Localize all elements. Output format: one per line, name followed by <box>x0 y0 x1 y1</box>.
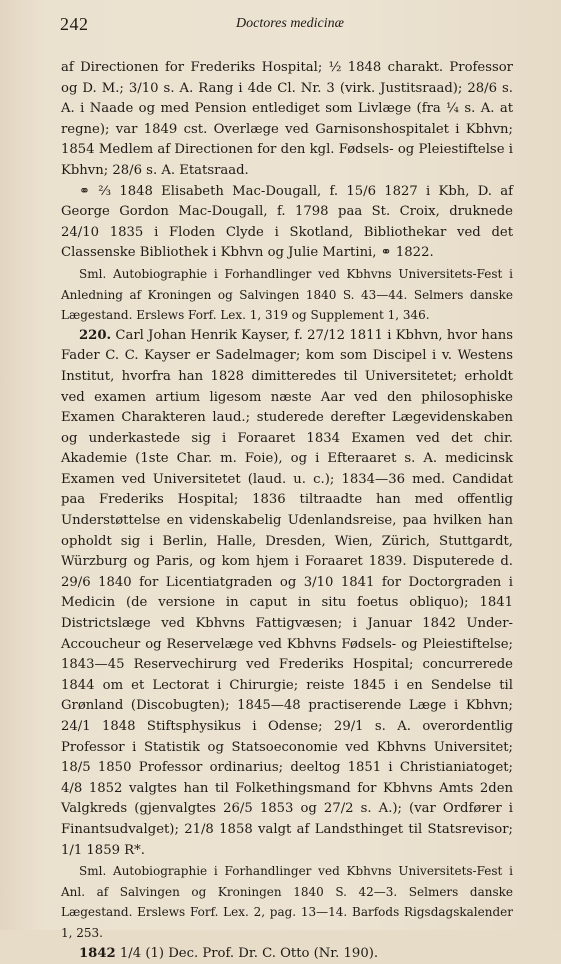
death-line <box>61 944 513 964</box>
bibliography-note-2: Sml. Autobiographie i Forhandlinger ved Kbhvns Universitets-Fest i Anl. af Salvingen og Kroningen 1840 S. 42—3. Selmers danske Lægestand. Erslews Forf. Lex. 2, pag. 13—14. Barfods Rigsdagskalender 1, 253. <box>61 864 513 940</box>
running-head: Doctores medicinæ <box>236 16 344 31</box>
entry-number: 220. <box>79 327 112 343</box>
bibliography-note: Sml. Autobiographie i Forhandlinger ved Kbhvns Universitets-Fest i Anledning af Kroningen og Salvingen 1840 S. 43—44. Selmers danske Lægestand. Erslews Forf. Lex. 1, 319 og Supplement 1, 346. <box>61 266 513 323</box>
death-text: 1/4 (1) Dec. Prof. Dr. C. Otto (Nr. 190). <box>119 945 379 961</box>
page-header <box>60 14 520 40</box>
death-year: 1842 <box>79 945 116 961</box>
entry-220 <box>61 326 513 861</box>
body-text <box>61 58 513 964</box>
entry-text: Carl Johan Henrik Kayser, f. 27/12 1811 i Kbhvn, hvor hans Fader C. C. Kayser er Sadelmager; kom som Discipel i v. Westens Institut, hvorfra han 1828 dimitteredes til Universitetet; erholdt ved examen artium ligesom næste Aar ved den philosophiske Examen Charakteren laud.; studerede derefter Lægevidenskaben og underkastede sig i Foraaret 1834 Examen ved det chir. Akademie (1ste Char. m. Foie), og i Efteraaret s. A. medicinsk Examen ved Universitetet (laud. u. c.); 1834—36 med. Candidat paa Frederiks Hospital; 1836 tiltraadte han med offentlig Understøttelse en videnskabelig Udenlandsreise, paa hvilken han opholdt sig i Berlin, Halle, Dresden, Wien, Zürich, Stuttgardt, Würzburg og Paris, og kom hjem i Foraaret 1839. Disputerede d. 29/6 1840 for Licentiatgraden og 3/10 1841 for Doctorgraden i Medicin (de versione in caput in situ foetus obliquo); 1841 Districtslæge ved Kbhvns Fattigvæsen; i Januar 1842 Under-Accoucheur og Reservelæge ved Kbhvns Fødsels- og Pleiestiftelse; 1843—45 Reservechirurg ved Frederiks Hospital; concurrerede 1844 om et Lectorat i Chirurgie; reiste 1845 i en Sendelse til Grønland (Discobugten); 1845—48 practiserende Læge i Kbhvn; 24/1 1848 Stiftsphysikus i Odense; 29/1 s. A. overordentlig Professor i Statistik og Statsoeconomie ved Kbhvns Universitet; 18/5 1850 Professor ordinarius; deeltog 1851 i Christianiatoget; 4/8 1852 valgtes han til Folkethingsmand for Kbhvns Amts 2den Valgkreds (gjenvalgtes 26/5 1853 og 27/2 s. A.); (var Ordfører i Finantsudvalget); 21/8 1858 valgt af Landsthinget til Statsrevisor; 1/1 1859 R*. <box>61 327 513 858</box>
paragraph-continued: af Directionen for Frederiks Hospital; ½ 1848 charakt. Professor og D. M.; 3/10 s. A. Rang i 4de Cl. Nr. 3 (virk. Justitsraad); 28/6 s. A. i Naade og med Pension entlediget som Livlæge (fra ¼ s. A. at regne); var 1849 cst. Overlæge ved Garnisonshospitalet i Kbhvn; 1854 Medlem af Directionen for den kgl. Fødsels- og Pleiestiftelse i Kbhvn; 28/6 s. A. Etatsraad. <box>61 60 513 178</box>
page-number: 242 <box>60 14 89 34</box>
paragraph-marriage: ⚭ ⅔ 1848 Elisabeth Mac-Dougall, f. 15/6 1827 i Kbh, D. af George Gordon Mac-Dougall, f. 1798 paa St. Croix, druknede 24/10 1835 i Floden Clyde i Skotland, Bibliothekar ved det Classenske Bibliothek i Kbhvn og Julie Martini, ⚭ 1822. <box>61 183 513 261</box>
